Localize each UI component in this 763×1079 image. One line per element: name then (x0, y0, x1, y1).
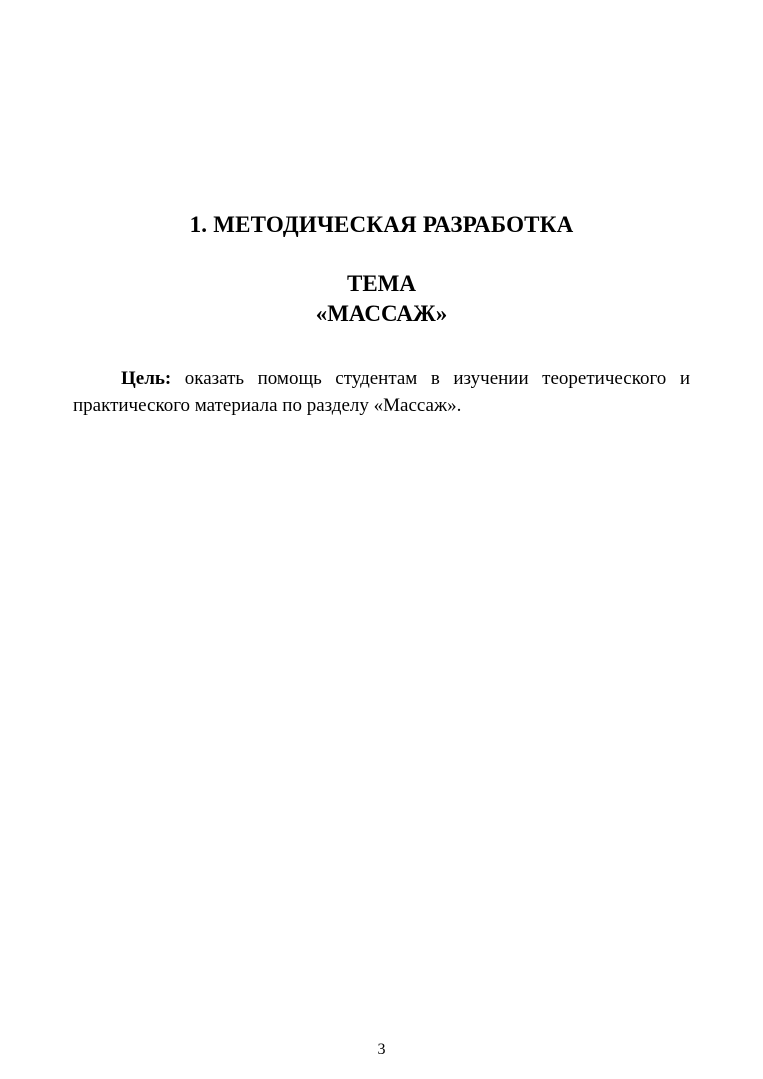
topic-name: «МАССАЖ» (315, 301, 448, 326)
goal-paragraph (73, 365, 690, 419)
goal-text: оказать помощь студентам в изучении теоретического и практического материала по разделу «Массаж». (73, 368, 691, 416)
goal-label: Цель: (121, 368, 172, 389)
section-title: 1. МЕТОДИЧЕСКАЯ РАЗРАБОТКА (189, 212, 574, 237)
page-number: 3 (377, 1041, 386, 1058)
topic-label: ТЕМА (347, 271, 416, 296)
